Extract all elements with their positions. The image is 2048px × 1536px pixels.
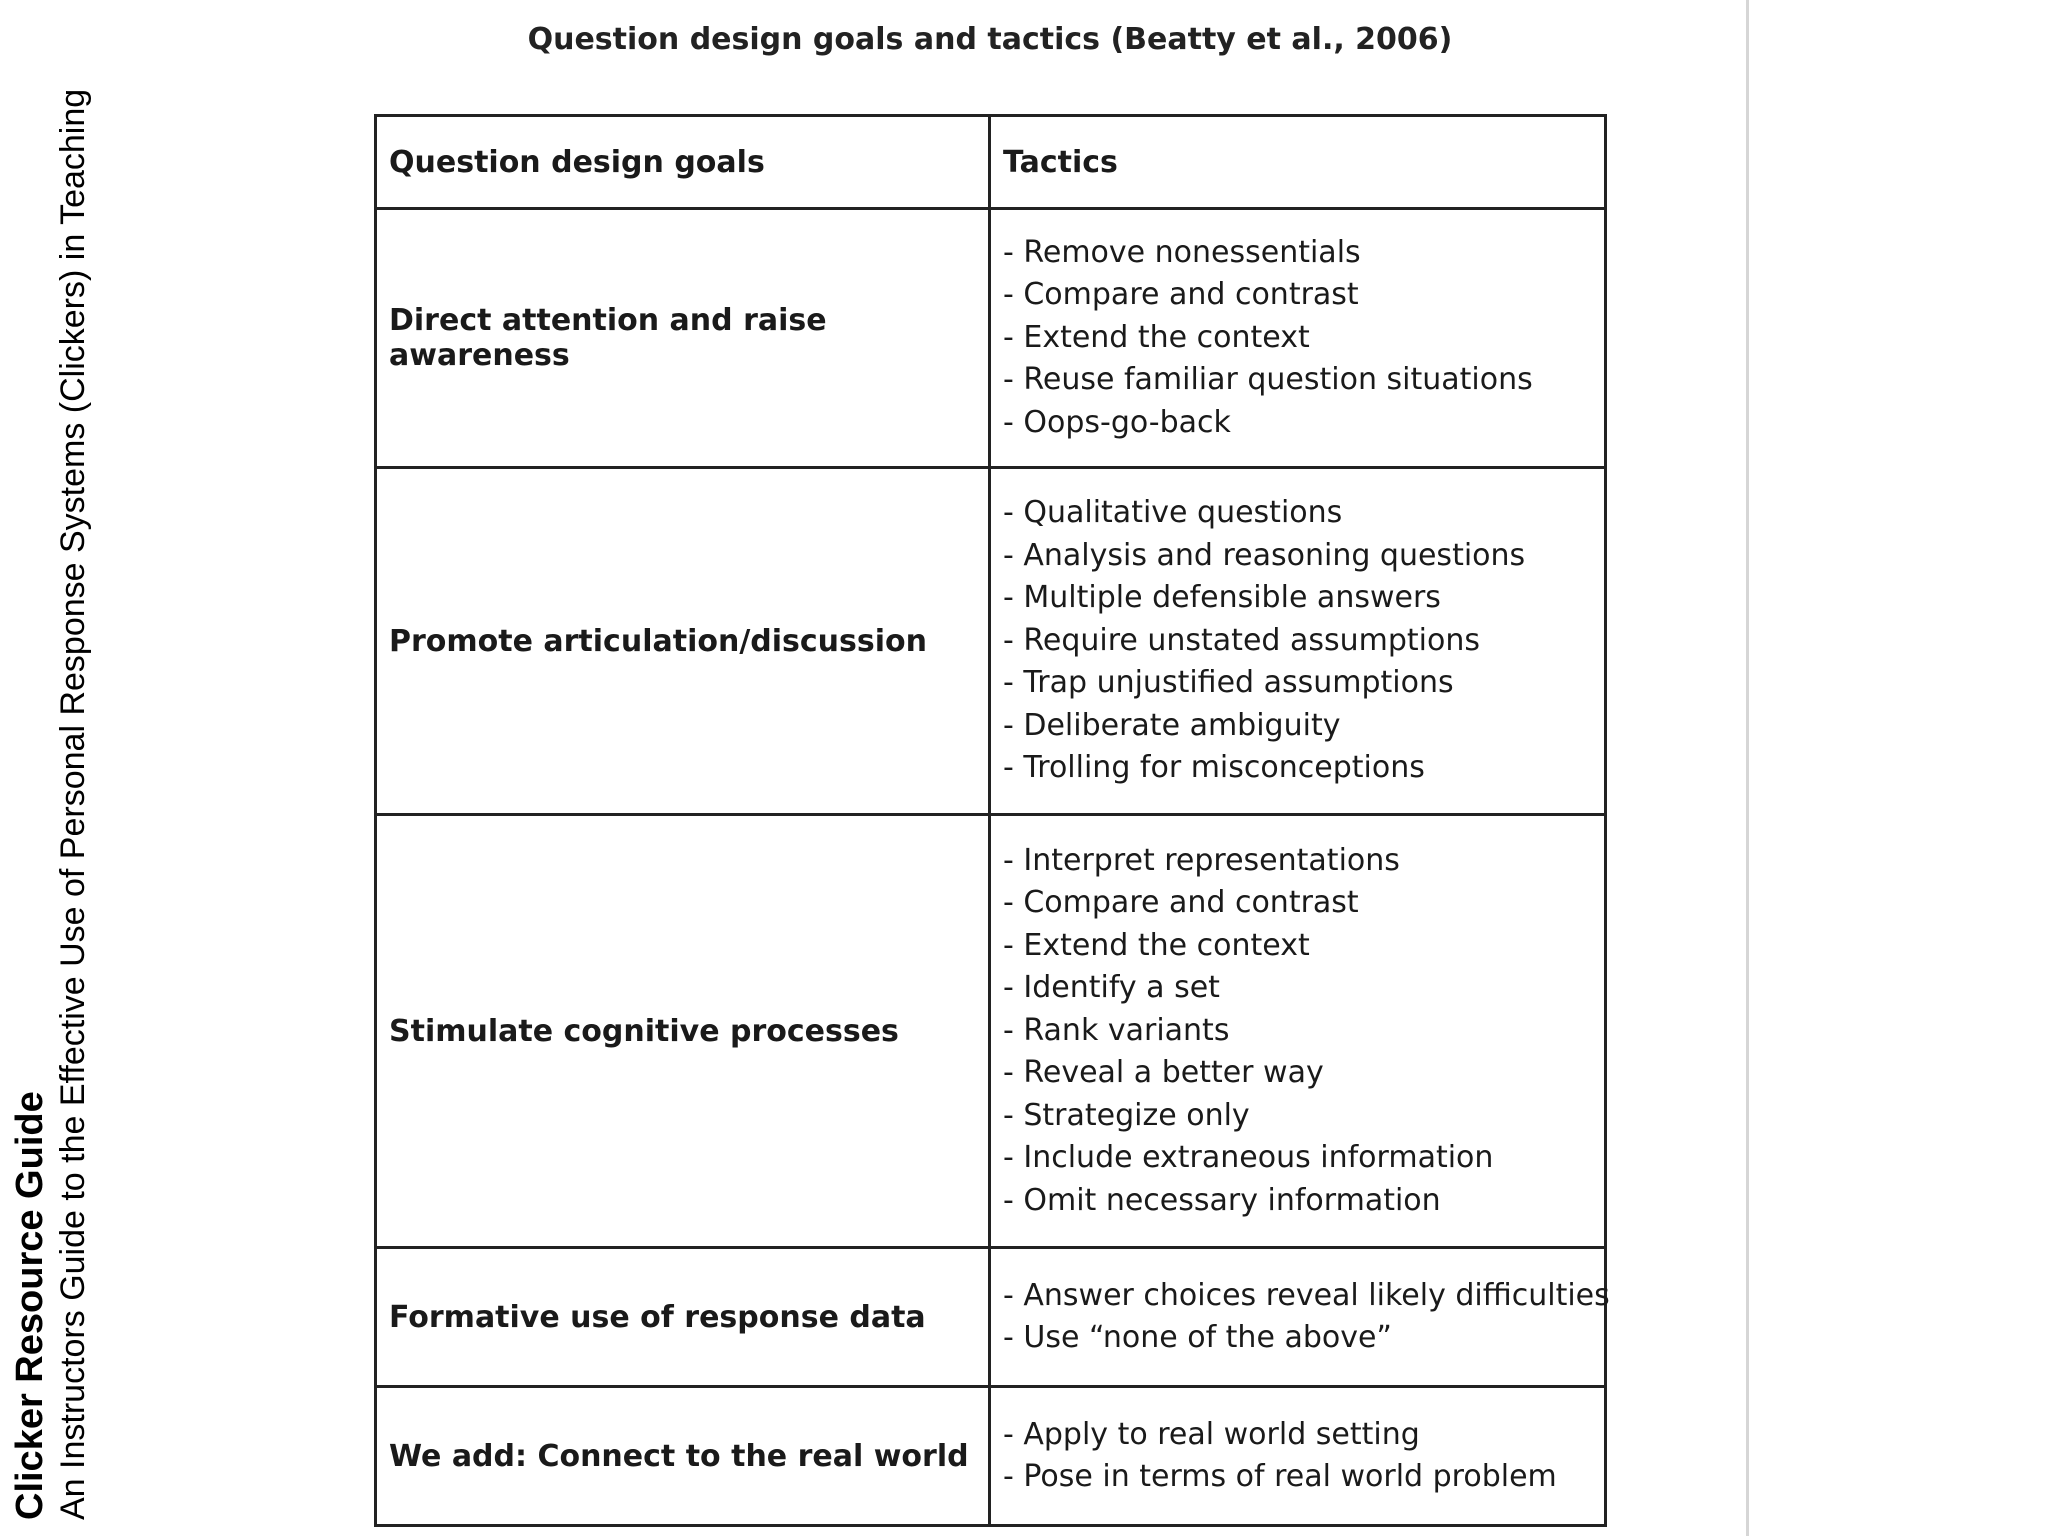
table-row (376, 1248, 1606, 1387)
tactic-item: - Remove nonessentials (1003, 234, 1361, 270)
tactic-item: - Strategize only (1003, 1097, 1250, 1133)
tactic-item: - Rank variants (1003, 1012, 1230, 1048)
sidebar-title-block (8, 89, 93, 1520)
tactic-item: - Apply to real world setting (1003, 1416, 1420, 1452)
header-goals: Question design goals (376, 116, 990, 209)
tactic-item: - Trolling for misconceptions (1003, 750, 1425, 786)
tactics-cell (990, 209, 1606, 468)
guide-title: Clicker Resource Guide (9, 1091, 51, 1520)
tactic-item: - Multiple defensible answers (1003, 580, 1441, 616)
tactic-item: - Compare and contrast (1003, 277, 1359, 313)
table-row (376, 1387, 1606, 1526)
tactic-item: - Trap unjustified assumptions (1003, 665, 1454, 701)
table-row (376, 815, 1606, 1248)
tactic-item: - Use “none of the above” (1003, 1320, 1392, 1355)
table-row (376, 209, 1606, 468)
tactic-item: - Analysis and reasoning questions (1003, 537, 1526, 573)
table-row (376, 468, 1606, 815)
tactics-cell (990, 815, 1606, 1248)
guide-subtitle: An Instructors Guide to the Effective Use of Personal Response Systems (Clickers) in Teaching (53, 88, 92, 1520)
tactic-item: - Reuse familiar question situations (1003, 362, 1533, 398)
tactics-cell (990, 1248, 1610, 1387)
tactic-item: - Reveal a better way (1003, 1055, 1324, 1091)
goal-cell: Promote articulation/discussion (376, 468, 990, 815)
tactic-item: - Identify a set (1003, 970, 1220, 1006)
tactic-item: - Deliberate ambiguity (1003, 707, 1341, 743)
tactic-item: - Compare and contrast (1003, 885, 1359, 921)
page-divider (1746, 0, 1749, 1536)
table-caption: Question design goals and tactics (Beatty et al., 2006) (527, 22, 1453, 57)
tactic-item: - Omit necessary information (1003, 1182, 1441, 1218)
goals-tactics-table-container (374, 114, 1610, 1527)
header-tactics: Tactics (990, 116, 1606, 209)
tactic-item: - Extend the context (1003, 319, 1310, 355)
goals-tactics-table (374, 114, 1610, 1527)
goal-cell: We add: Connect to the real world (376, 1387, 990, 1526)
goal-cell: Stimulate cognitive processes (376, 815, 990, 1248)
goal-cell: Formative use of response data (376, 1248, 990, 1387)
tactics-cell (990, 468, 1606, 815)
tactic-item: - Qualitative questions (1003, 495, 1343, 531)
tactic-item: - Answer choices reveal likely difficulties (1003, 1277, 1610, 1313)
goal-cell: Direct attention and raise awareness (376, 209, 990, 468)
tactic-item: - Include extraneous information (1003, 1140, 1494, 1176)
tactics-cell (990, 1387, 1606, 1526)
table-header-row (376, 116, 1606, 209)
tactic-item: - Require unstated assumptions (1003, 622, 1480, 658)
tactic-item: - Interpret representations (1003, 842, 1400, 878)
tactic-item: - Oops-go-back (1003, 404, 1231, 440)
tactic-item: - Extend the context (1003, 927, 1310, 963)
tactic-item: - Pose in terms of real world problem (1003, 1459, 1557, 1494)
